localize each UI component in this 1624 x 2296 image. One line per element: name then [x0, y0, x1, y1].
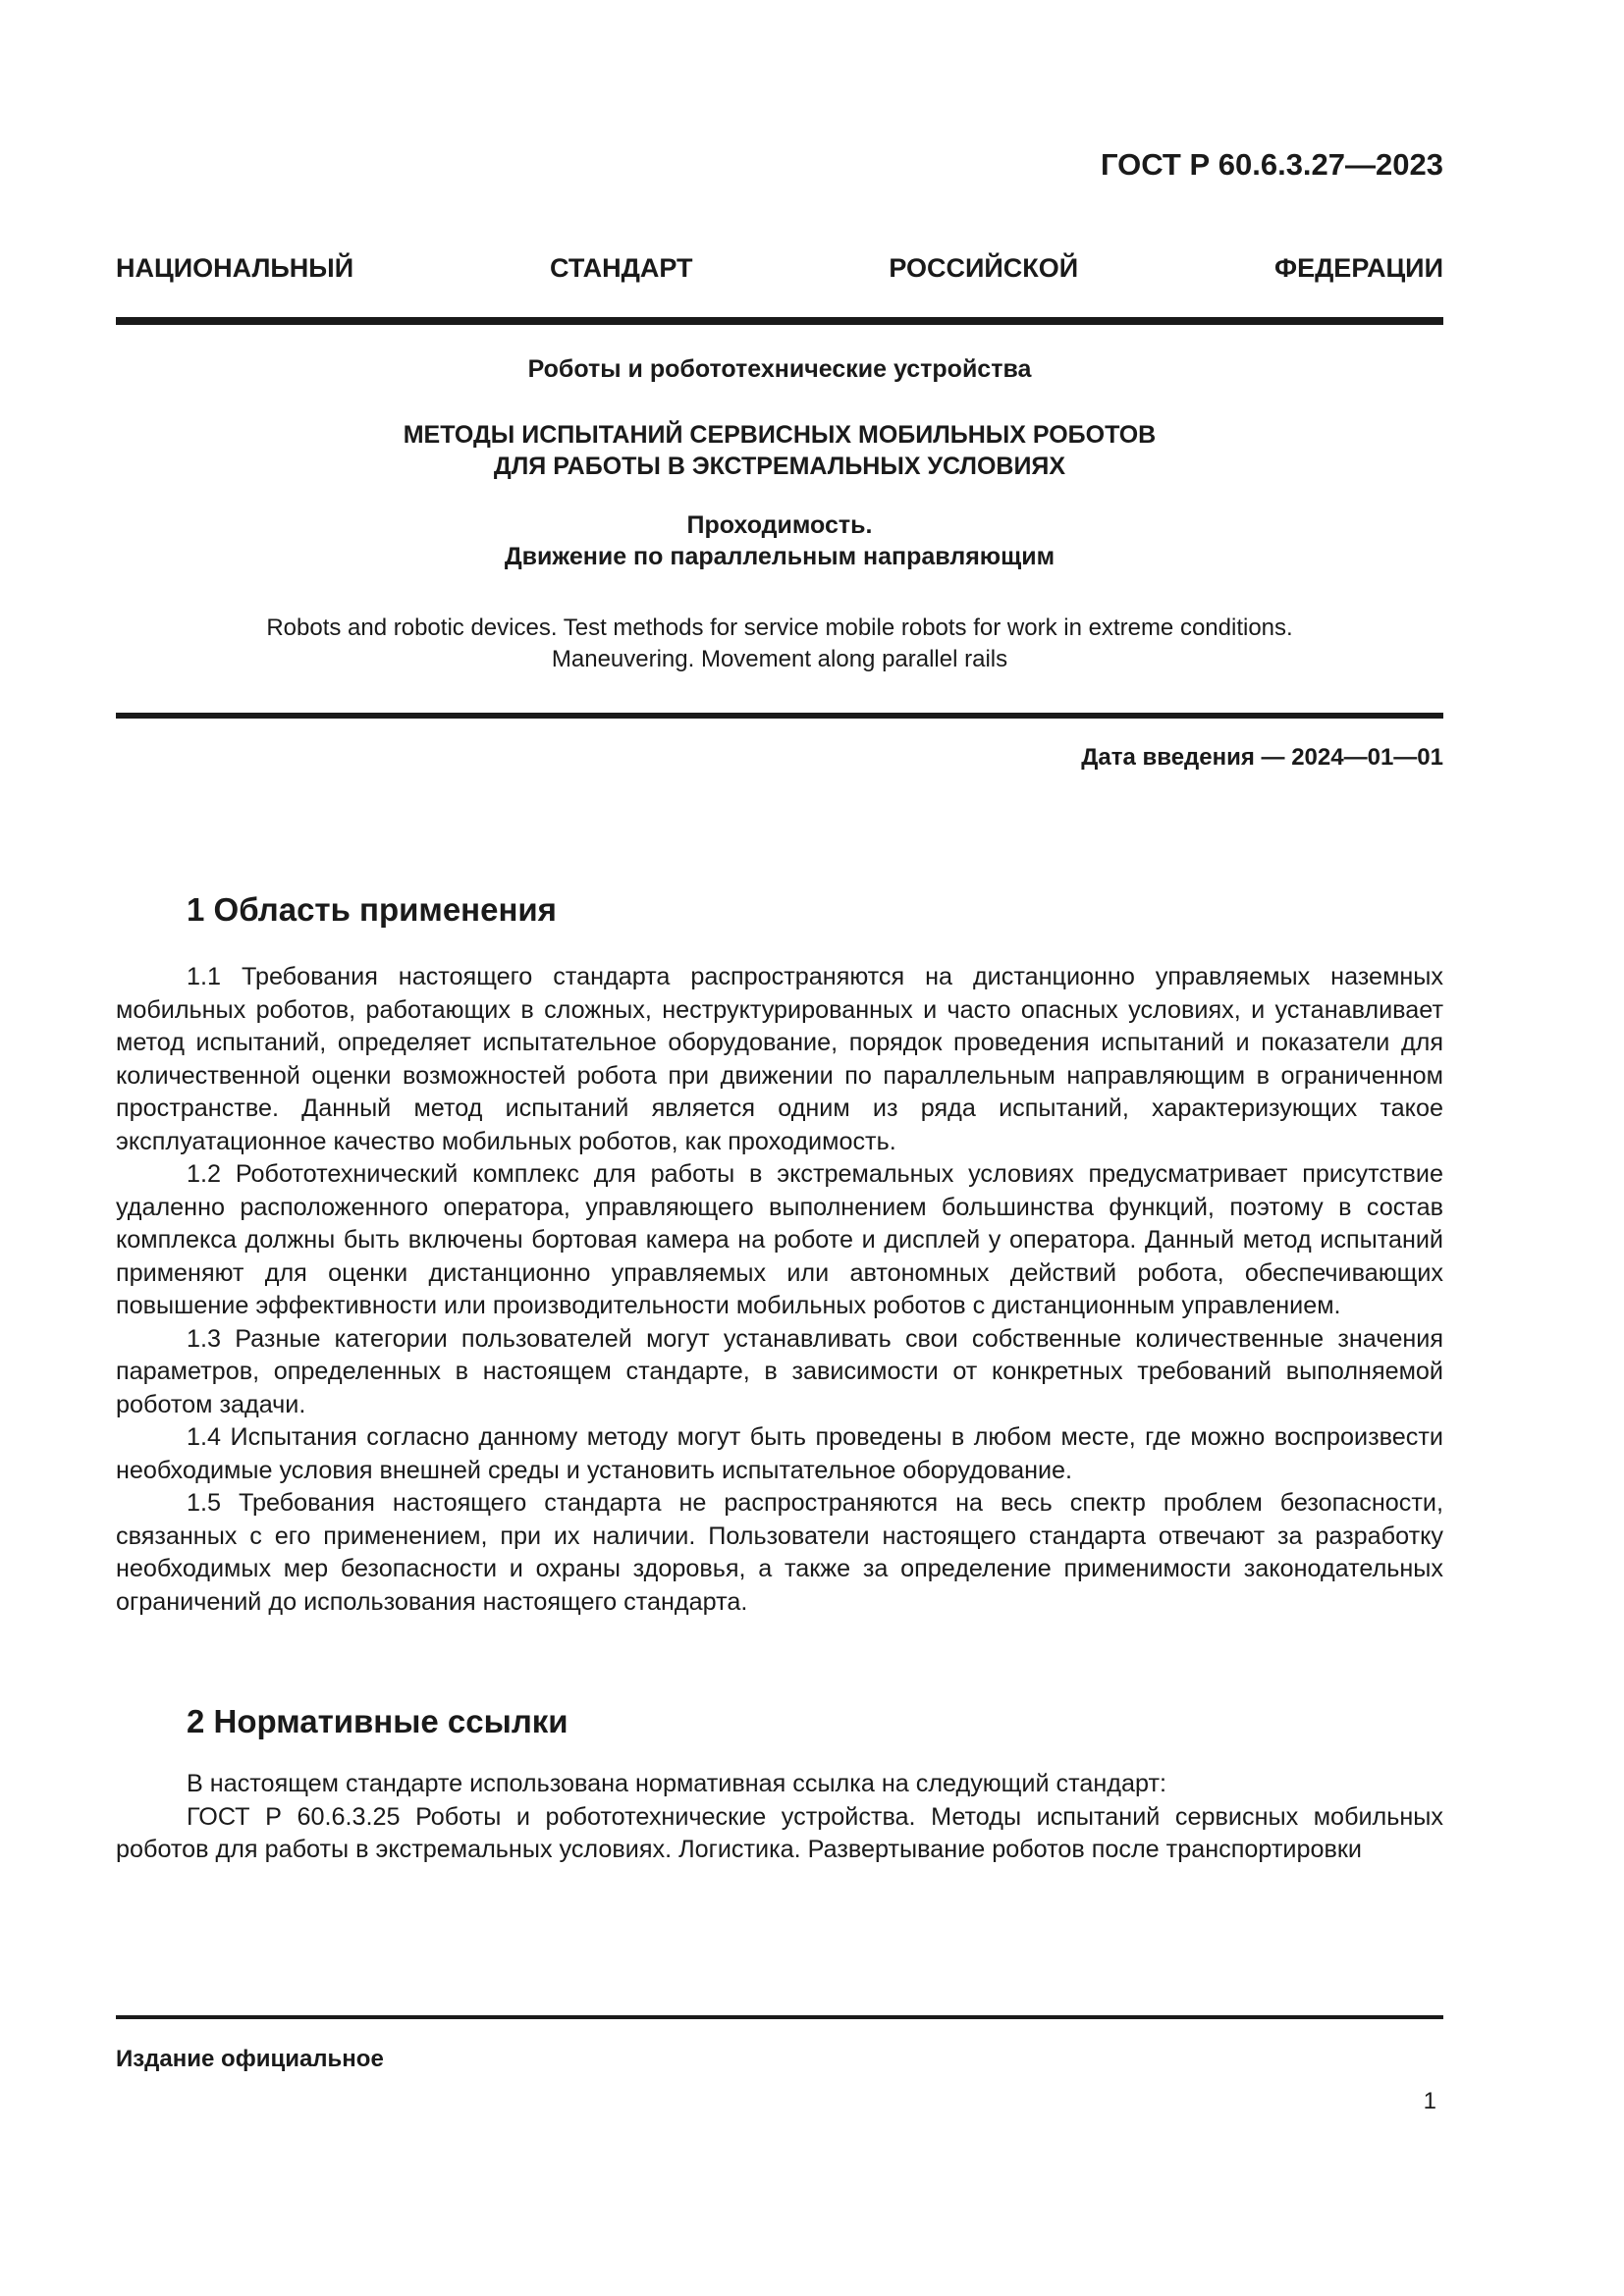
paragraph-1-1: 1.1 Требования настоящего стандарта распространяются на дистанционно управляемых наземных мобильных роботов, работающих в сложных, неструктурированных и часто опасных условиях, и устанавливает метод испытаний, определяет испытательное оборудование, порядок проведения испытаний и показатели для количественной оценки возможностей робота при движении по параллельным направляющим в ограниченном пространстве. Данный метод испытаний является одним из ряда испытаний, характеризующих такое эксплуатационное качество мобильных роботов, как проходимость. — [116, 963, 1443, 1155]
paragraph-2-reference: ГОСТ Р 60.6.3.25 Роботы и робототехнические устройства. Методы испытаний сервисных мобильных роботов для работы в экстремальных условиях. Логистика. Развертывание роботов после транспортировки — [116, 1802, 1443, 1863]
page-number: 1 — [1423, 2088, 1436, 2114]
section-1-heading: 1 Область применения — [187, 891, 557, 928]
paragraph-1-5: 1.5 Требования настоящего стандарта не распространяются на весь спектр проблем безопасности, связанных с его применением, при их наличии. Пользователи настоящего стандарта отвечают за разработку необходимых мер безопасности и охраны здоровья, а также за определение применимости законодательных ограничений до использования настоящего стандарта. — [116, 1489, 1443, 1616]
section-2-body — [116, 1768, 1443, 1867]
paragraph-2-intro: В настоящем стандарте использована нормативная ссылка на следующий стандарт: — [187, 1770, 1166, 1797]
english-title-line-1: Robots and robotic devices. Test methods for service mobile robots for work in extreme conditions. — [266, 614, 1293, 641]
footer-rule — [116, 2015, 1443, 2019]
document-subtitle-line-1: Проходимость. — [686, 511, 873, 539]
document-title — [116, 419, 1443, 482]
document-category: Роботы и робототехнические устройства — [527, 355, 1032, 383]
english-title — [116, 613, 1443, 675]
paragraph-1-3: 1.3 Разные категории пользователей могут устанавливать свои собственные количественные значения параметров, определенных в настоящем стандарте, в зависимости от конкретных требований выполняемой роботом задачи. — [116, 1324, 1443, 1418]
section-1-body — [116, 961, 1443, 1619]
paragraph-1-2: 1.2 Робототехнический комплекс для работы в экстремальных условиях предусматривает присутствие удаленно расположенного оператора, управляющего выполнением большинства функций, поэтому в состав комплекса должны быть включены бортовая камера на роботе и дисплей у оператора. Данный метод испытаний применяют для оценки дистанционно управляемых или автономных действий робота, обеспечивающих повышение эффективности или производительности мобильных роботов с дистанционным управлением. — [116, 1160, 1443, 1319]
document-title-line-1: МЕТОДЫ ИСПЫТАНИЙ СЕРВИСНЫХ МОБИЛЬНЫХ РОБОТОВ — [403, 421, 1157, 449]
national-standard-title: НАЦИОНАЛЬНЫЙ СТАНДАРТ РОССИЙСКОЙ ФЕДЕРАЦИИ — [116, 253, 1443, 283]
introduction-date: Дата введения — 2024—01—01 — [1081, 744, 1443, 771]
document-title-line-2: ДЛЯ РАБОТЫ В ЭКСТРЕМАЛЬНЫХ УСЛОВИЯХ — [493, 453, 1066, 480]
document-subtitle — [116, 509, 1443, 572]
top-rule — [116, 317, 1443, 325]
paragraph-1-4: 1.4 Испытания согласно данному методу могут быть проведены в любом месте, где можно воспроизвести необходимые условия внешней среды и установить испытательное оборудование. — [116, 1423, 1443, 1484]
title-rule — [116, 713, 1443, 719]
section-2-heading: 2 Нормативные ссылки — [187, 1703, 568, 1739]
english-title-line-2: Maneuvering. Movement along parallel rails — [551, 646, 1008, 672]
document-subtitle-line-2: Движение по параллельным направляющим — [504, 543, 1056, 570]
standard-number: ГОСТ Р 60.6.3.27—2023 — [1101, 147, 1443, 182]
official-edition-label: Издание официальное — [116, 2046, 384, 2072]
